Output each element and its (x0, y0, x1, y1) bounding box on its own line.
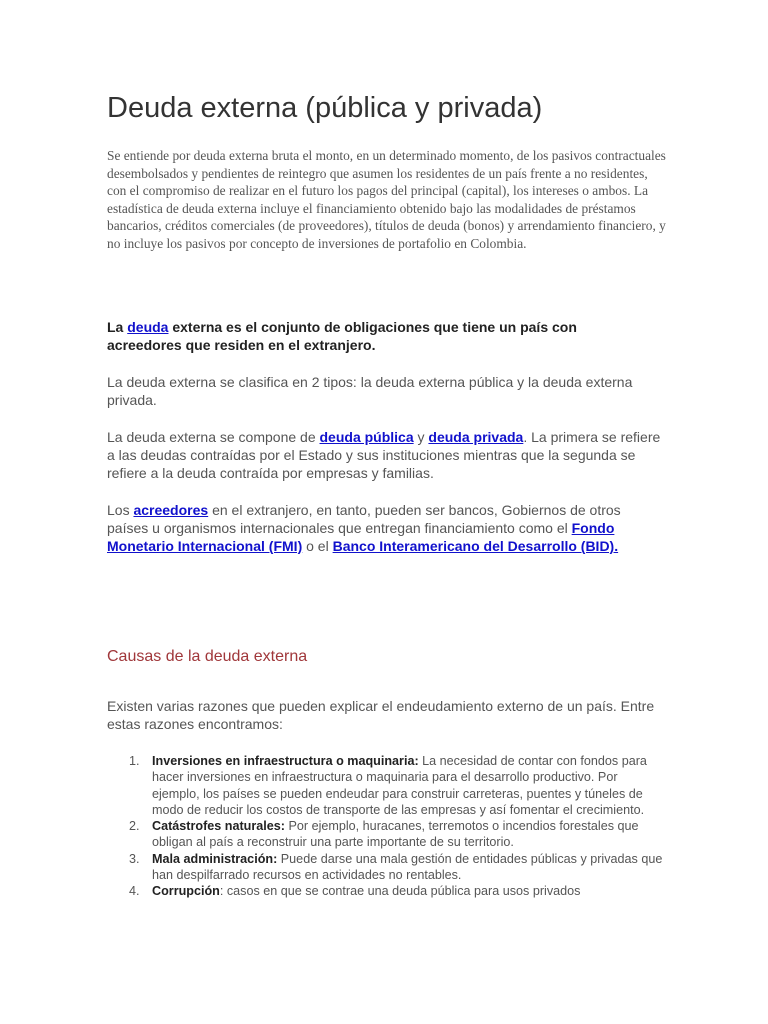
composition-text-1: La deuda externa se compone de (107, 429, 320, 445)
lead-paragraph (107, 318, 647, 354)
intro-paragraph: Se entiende por deuda externa bruta el monto, en un determinado momento, de los pasivos contractuales desembolsados y pendientes de reintegro que asumen los residentes de un país frente a no residentes, con el compromiso de realizar en el futuro los pagos del principal (capital), los intereses o ambos. La estadística de deuda externa incluye el financiamiento obtenido bajo las modalidades de préstamos bancarios, créditos comerciales (de proveedores), títulos de deuda (bonos) y arrendamiento financiero, y no incluye los pasivos por concepto de inversiones de portafolio en Colombia. (107, 148, 666, 251)
page-title: Deuda externa (pública y privada) (107, 92, 543, 124)
list-item-term: Inversiones en infraestructura o maquinaria: (152, 754, 419, 768)
link-deuda-privada[interactable]: deuda privada (428, 429, 524, 445)
composition-paragraph (107, 428, 662, 482)
lead-text-before: La (107, 319, 128, 335)
list-item-text: : casos en que se contrae una deuda pública para usos privados (219, 884, 581, 899)
list-item-text: Puede darse una mala gestión de entidades públicas y privadas que han despilfarrado recursos en actividades no rentables. (152, 851, 663, 883)
composition-text-2: y (413, 429, 429, 445)
list-item-text: La necesidad de contar con fondos para hacer inversiones en infraestructura o maquinaria para el desarrollo productivo. Por ejemplo, los países se pueden endeudar para construir carreteras, puentes y túneles de modo de reducir los costos de transporte de las empresas y así fomentar el crecimiento. (152, 754, 647, 817)
classification-paragraph: La deuda externa se clasifica en 2 tipos: la deuda externa pública y la deuda externa privada. (107, 374, 633, 408)
causes-list (107, 753, 667, 900)
list-item-number: 1. (129, 754, 140, 768)
list-item (107, 818, 667, 851)
creditors-text-3: o el (302, 538, 333, 554)
link-acreedores[interactable]: acreedores (133, 502, 209, 518)
section-heading: Causas de la deuda externa (107, 648, 308, 665)
link-bid[interactable]: Banco Interamericano del Desarrollo (BID). (332, 538, 619, 554)
list-item-term: Mala administración: (152, 851, 278, 866)
list-item (107, 883, 667, 899)
list-item-number: 4. (129, 884, 140, 899)
list-item-number: 2. (129, 819, 140, 834)
causes-intro-paragraph: Existen varias razones que pueden explicar el endeudamiento externo de un país. Entre estas razones encontramos: (107, 698, 655, 732)
lead-text-after: externa es el conjunto de obligaciones que tiene un país con acreedores que residen en el extranjero. (107, 319, 577, 353)
list-item (107, 851, 667, 884)
list-item-term: Catástrofes naturales: (152, 819, 285, 834)
creditors-text-1: Los (107, 502, 134, 518)
creditors-paragraph (107, 501, 662, 555)
composition-text-3: . La primera se refiere a las deudas contraídas por el Estado y sus instituciones mientras que la segunda se refiere a la deuda contraída por empresas y familias. (107, 429, 661, 481)
link-fmi[interactable]: Fondo Monetario Internacional (FMI) (107, 520, 615, 554)
link-deuda[interactable]: deuda (127, 319, 169, 335)
list-item (107, 753, 667, 818)
creditors-text-2: en el extranjero, en tanto, pueden ser bancos, Gobiernos de otros países u organismos internacionales que entregan financiamiento como el (107, 502, 621, 536)
list-item-number: 3. (129, 851, 140, 866)
list-item-text: Por ejemplo, huracanes, terremotos o incendios forestales que obligan al país a reconstruir una parte importante de su territorio. (152, 819, 639, 850)
list-item-term: Corrupción (152, 884, 220, 899)
link-deuda-publica[interactable]: deuda pública (319, 429, 414, 445)
